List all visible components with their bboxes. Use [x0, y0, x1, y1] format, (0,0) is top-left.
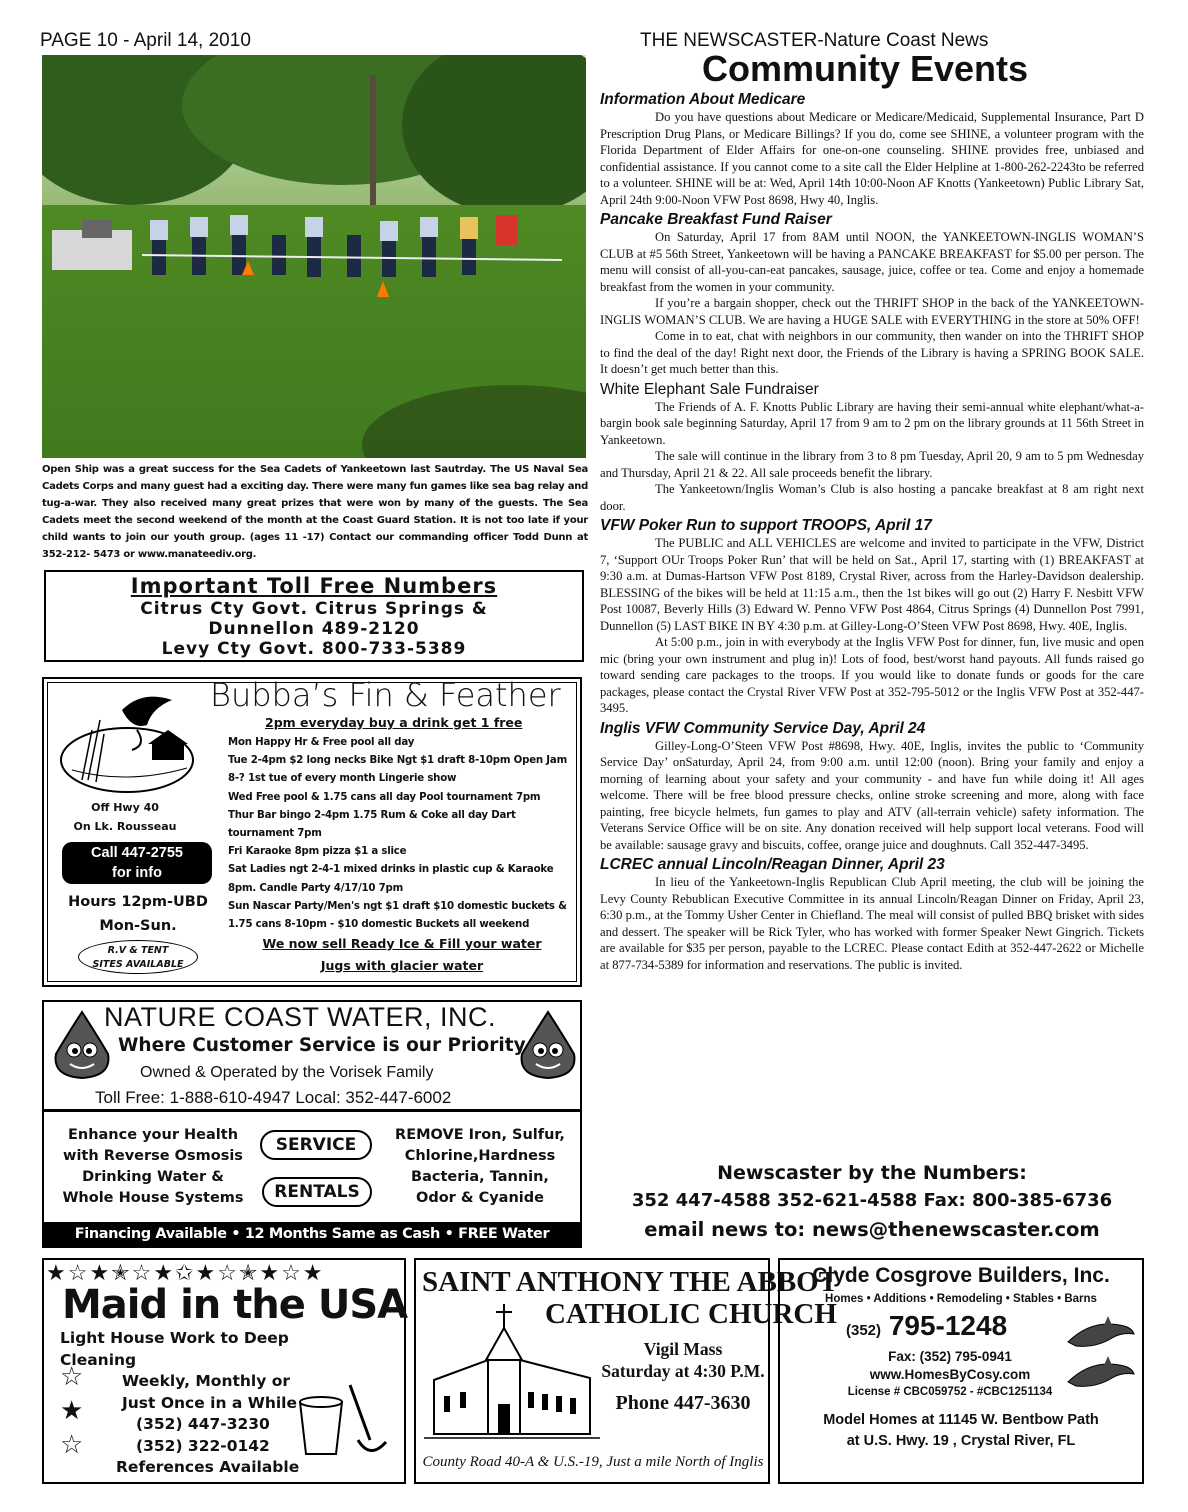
mass-line: Vigil Mass — [643, 1339, 723, 1359]
mass-line: Saturday at 4:30 P.M. — [601, 1361, 765, 1381]
ice-line: We now sell Ready Ice & Fill your water — [262, 936, 542, 951]
numbers-email: email news to: news@thenewscaster.com — [644, 1218, 1100, 1241]
article-paragraph: The PUBLIC and ALL VEHICLES are welcome and invited to participate in the VFW, District 7, ‘Support OUr Troops Poker Run’ that will be held on Sat., April 17, starting with (1) BREAKFAST at 9:30 a.m. at Dumas-Hartson VFW Post 8189, Crystal River, across from the Harley-Davidson dealership. BLESSING of the bikes will be held at 11:15 a.m., then the 1st bikes will go out (2) Harry F. Nesbitt VFW Post 10087, Beverly Hills (3) Edward W. Penno VFW Post 4864, Citrus Springs (4) Dunnellon Post 7991, Dunnellon (5) LAST BIKE IN BY 4:30 p.m. at Gilley-Long-O’Steen VFW Post 8698, Hwy. 40E, Inglis. — [600, 536, 1144, 633]
water-benefits — [48, 1125, 258, 1209]
model-line: at U.S. Hwy. 19 , Crystal River, FL — [846, 1433, 1076, 1449]
article-heading: Inglis VFW Community Service Day, April 24 — [600, 719, 926, 737]
call-line: for info — [112, 865, 162, 881]
location-line: Off Hwy 40 — [91, 801, 159, 814]
maid-line: Just Once in a While — [122, 1393, 298, 1412]
bubba-location — [60, 798, 190, 836]
page-label: PAGE 10 - April 14, 2010 — [40, 30, 251, 51]
church-mass — [598, 1338, 768, 1382]
clyde-phone — [846, 1310, 1007, 1342]
ice-line: Jugs with glacier water — [320, 958, 484, 973]
bubba-special: 2pm everyday buy a drink get 1 free — [265, 715, 523, 730]
benefit-line: Whole House Systems — [62, 1190, 244, 1206]
rv-line: R.V & TENT — [107, 945, 169, 956]
clyde-name: Clyde Cosgrove Builders, Inc. — [812, 1264, 1110, 1287]
benefit-line: Drinking Water & — [82, 1169, 224, 1185]
maid-line: Light House Work to Deep Cleaning — [60, 1329, 289, 1369]
article-paragraph: In lieu of the Yankeetown-Inglis Republican Club April meeting, the club will be joining the Levy County Rebublican Executive Committee in its annual Lincoln/Reagan Dinner on Friday, April 23, 6:30 p.m., at the Tommy Usher Center in Chiefland. The meal will consist of pulled BBQ brisket with sides and dessert. The speaker will be Rick Tyler, who has worked with former Speaker Newt Gingrich. Tickets are available for $35 per person, payable to the LCREC. Please contact Edith at 352-447-2622 or Michelle at 877-734-5389 for information and reservations. The public is invited. — [600, 875, 1144, 972]
maid-title: Maid in the USA — [62, 1282, 408, 1328]
water-company-name: NATURE COAST WATER, INC. — [104, 1002, 497, 1032]
water-phones: Toll Free: 1-888-610-4947 Local: 352-447-6002 — [95, 1088, 452, 1107]
article-paragraph: At 5:00 p.m., join in with everybody at the Inglis VFW Post for dinner, fun, live music and open mic (bring your own instrument and plug in)! Lots of food, best/worst hand payouts. All funds raised go toward sending care packages to the troops. If you would like to donate funds or goods for the care packages, please contact the Crystal River VFW Post at 352-795-5012 or the Inglis VFW Post at 352-447-3495. — [600, 635, 1144, 715]
bubba-schedule — [228, 734, 576, 934]
bubba-name: Bubba’s Fin & Feather — [210, 676, 561, 714]
toll-line: Levy Cty Govt. 800-733-5389 — [161, 639, 467, 659]
rv-sites-badge — [78, 940, 198, 974]
schedule-item: Sat Ladies ngt 2-4-1 mixed drinks in plastic cup & Karaoke 8pm. Candle Party 4/17/10 7pm — [228, 864, 554, 894]
web-line: www.HomesByCosy.com — [869, 1367, 1031, 1382]
church-building-icon — [424, 1300, 600, 1450]
schedule-item: Thur Bar bingo 2-4pm 1.75 Rum & Coke all day Dart tournament 7pm — [228, 809, 516, 840]
clyde-license: License # CBC059752 - #CBC1251134 — [847, 1386, 1053, 1398]
water-removes — [380, 1125, 580, 1209]
church-name: SAINT ANTHONY THE ABBOT — [422, 1266, 839, 1298]
sea-cadets-photo — [42, 55, 586, 458]
newscaster-numbers — [600, 1160, 1144, 1245]
toll-free-box — [44, 570, 584, 662]
hours-line: Hours 12pm-UBD — [68, 894, 208, 910]
water-owned: Owned & Operated by the Vorisek Family — [140, 1064, 434, 1081]
maid-line: (352) 322-0142 — [136, 1436, 270, 1455]
maid-line: References Available — [116, 1458, 300, 1476]
water-slogan: Where Customer Service is our Priority — [118, 1035, 526, 1056]
photo-caption: Open Ship was a great success for the Sea Cadets of Yankeetown last Sautrday. The US Naval Sea Cadets Corps and many guest had a exciting day. There were many fun games like sea bag relay and tug-a-war. They also received many great prizes that were won by many of the guests. The Sea Cadets meet the second weekend of the month at the Coast Guard Station. It is not too late if your child wants to join our youth group. (ages 11 -17) Contact our commanding officer Todd Dunn at 352-212- 5473 or www.manateediv.org. — [42, 464, 588, 560]
fax-line: Fax: (352) 795-0941 — [888, 1349, 1012, 1364]
financing-banner: Financing Available • 12 Months Same as Cash • FREE Water Analysis — [44, 1222, 580, 1246]
article-paragraph: The Yankeetown/Inglis Woman’s Club is also hosting a pancake breakfast at 8 am right next door. — [600, 482, 1144, 513]
article-heading: VFW Poker Run to support TROOPS, April 17 — [600, 517, 932, 534]
call-line: Call 447-2755 — [91, 845, 183, 861]
article-paragraph: The sale will continue in the library from 3 to 8 pm Tuesday, April 20, 9 am to 5 pm Wednesday and Thursday, April 21 & 22. All sale proceeds benefit the library. — [600, 449, 1144, 480]
clyde-fax — [800, 1348, 1100, 1384]
hours-line: Mon-Sun. — [99, 918, 177, 934]
article-paragraph: If you’re a bargain shopper, check out the THRIFT SHOP in the back of the YANKEETOWN-INGLIS WOMAN’S CLUB. We are having a HUGE SALE with EVERYTHING in the store at 50% OFF! — [600, 296, 1144, 327]
paper-name: THE NEWSCASTER-Nature Coast News — [640, 30, 989, 51]
clyde-services: Homes • Additions • Remodeling • Stables • Barns — [825, 1293, 1097, 1305]
benefit-line: with Reverse Osmosis — [63, 1148, 243, 1164]
eagle-logo-icon — [52, 690, 202, 800]
toll-line: Citrus Cty Govt. Citrus Springs & — [140, 599, 488, 619]
bubba-hours — [58, 890, 218, 938]
schedule-item: Wed Free pool & 1.75 cans all day Pool tournament 7pm — [228, 791, 541, 803]
rv-line: SITES AVAILABLE — [92, 959, 184, 970]
articles-column — [600, 90, 1144, 973]
article-heading: Pancake Breakfast Fund Raiser — [600, 211, 832, 228]
maid-details — [60, 1328, 350, 1479]
bubba-call-badge — [62, 842, 212, 884]
article-paragraph: Come in to eat, chat with neighbors in our community, then wander on into the THRIFT SHOP to find the deal of the day! Right next door, the Friends of the Library is having a SPRING BOOK SALE. It doesn’t get much better than this. — [600, 329, 1144, 376]
article-paragraph: The Friends of A. F. Knotts Public Library are having their semi-annual white elephant/what-a-bargin book sale beginning Saturday, April 17 from 9 am to 2 pm on the library grounds at 11 56th Street in Yankeetown. — [600, 399, 1144, 447]
toll-line: Dunnellon 489-2120 — [208, 619, 420, 639]
section-title: Community Events — [701, 48, 1029, 89]
article-heading: LCREC annual Lincoln/Reagan Dinner, April 23 — [600, 856, 945, 873]
bubba-ice — [228, 933, 576, 977]
removes-line: Bacteria, Tannin, — [411, 1169, 549, 1185]
star-icon: ☆ ★ ☆ — [60, 1362, 84, 1459]
church-name: CATHOLIC CHURCH — [545, 1298, 837, 1330]
divider — [44, 1109, 580, 1112]
article-heading: White Elephant Sale Fundraiser — [600, 380, 819, 398]
numbers-phones: 352 447-4588 352-621-4588 Fax: 800-385-6736 — [631, 1190, 1113, 1211]
benefit-line: Enhance your Health — [67, 1127, 239, 1143]
removes-line: Odor & Cyanide — [416, 1190, 544, 1206]
stars-icon: ★☆★✭☆★✩★☆✭★☆★ — [46, 1262, 325, 1284]
schedule-item: Fri Karaoke 8pm pizza $1 a slice — [228, 846, 407, 858]
church-phone: Phone 447-3630 — [615, 1392, 751, 1414]
numbers-title: Newscaster by the Numbers: — [717, 1162, 1027, 1184]
maid-line: Weekly, Monthly or — [122, 1372, 291, 1390]
rentals-badge: RENTALS — [262, 1177, 372, 1207]
clyde-model-homes — [780, 1410, 1142, 1452]
church-road: County Road 40-A & U.S.-19, Just a mile North of Inglis — [422, 1454, 764, 1470]
article-paragraph: Do you have questions about Medicare or Medicare/Medicaid, Supplemental Insurance, Part D Prescription Drug Plans, or Medicare Billings? If you do, come see SHINE, a volunteer program with the Florida Department of Elder Affairs for one-on-one counseling. SHINE provides free, unbiased and confidential assistance. If you cannot come to a site call the Elder Helpline at 1-800-262-2243to be referred to a volunteer. SHINE will be at: Wed, April 14th 10:00-Noon AF Knotts (Yankeetown) Public Library Sat, April 24th 9:00-Noon VFW Post 8698, Hwy 40, Inglis. — [600, 110, 1144, 207]
removes-line: Chlorine,Hardness — [404, 1148, 556, 1164]
toll-free-title: Important Toll Free Numbers — [130, 574, 498, 598]
service-badge: SERVICE — [260, 1130, 372, 1160]
maid-line: (352) 447-3230 — [136, 1415, 270, 1433]
clyde-area-code: (352) — [846, 1322, 882, 1339]
article-heading: Information About Medicare — [600, 91, 806, 108]
removes-line: REMOVE Iron, Sulfur, — [395, 1127, 565, 1143]
location-line: On Lk. Rousseau — [73, 820, 177, 833]
schedule-item: Tue 2-4pm $2 long necks Bike Ngt $1 draft 8-10pm Open Jam 8-? 1st tue of every month Lingerie show — [228, 755, 567, 785]
article-paragraph: Gilley-Long-O’Steen VFW Post #8698, Hwy. 40E, Inglis, invites the public to ‘Community Service Day’ onSaturday, April 24, from 9:00 a.m. until 12:00 (noon). Bring your family and enjoy a morning of learning about your safety and your community - and have fun while doing it! All ages welcome. There will be free blood pressure checks, online stroke screening and more, along with face painting, free bicycle helmets, fun games to play and ATV (all-terrain vehicle) safety information. The Veterans Service Office will be on site. Any donation received will help support local veterans. Food will be available: sausage gravy and biscuits, coffee, orange juice and doughnuts. Call 352-447-3495. — [600, 738, 1144, 852]
model-line: Model Homes at 11145 W. Bentbow Path — [823, 1412, 1099, 1428]
schedule-item: Mon Happy Hr & Free pool all day — [228, 737, 415, 748]
schedule-item: Sun Nascar Party/Men's ngt $1 draft $10 domestic buckets & 1.75 cans 8-10pm - $10 domestic Buckets all weekend — [228, 900, 567, 931]
article-paragraph: On Saturday, April 17 from 8AM until NOON, the YANKEETOWN-INGLIS WOMAN’S CLUB at #5 56th Street, Yankeetown will be having a PANCAKE BREAKFAST for $5.00 per person. The menu will consist of all-you-can-eat pancakes, sausage, juice, coffee or tea. Come and enjoy a homemade breakfast from the women in your community. — [600, 230, 1144, 294]
clyde-phone-number: 795-1248 — [888, 1310, 1008, 1341]
